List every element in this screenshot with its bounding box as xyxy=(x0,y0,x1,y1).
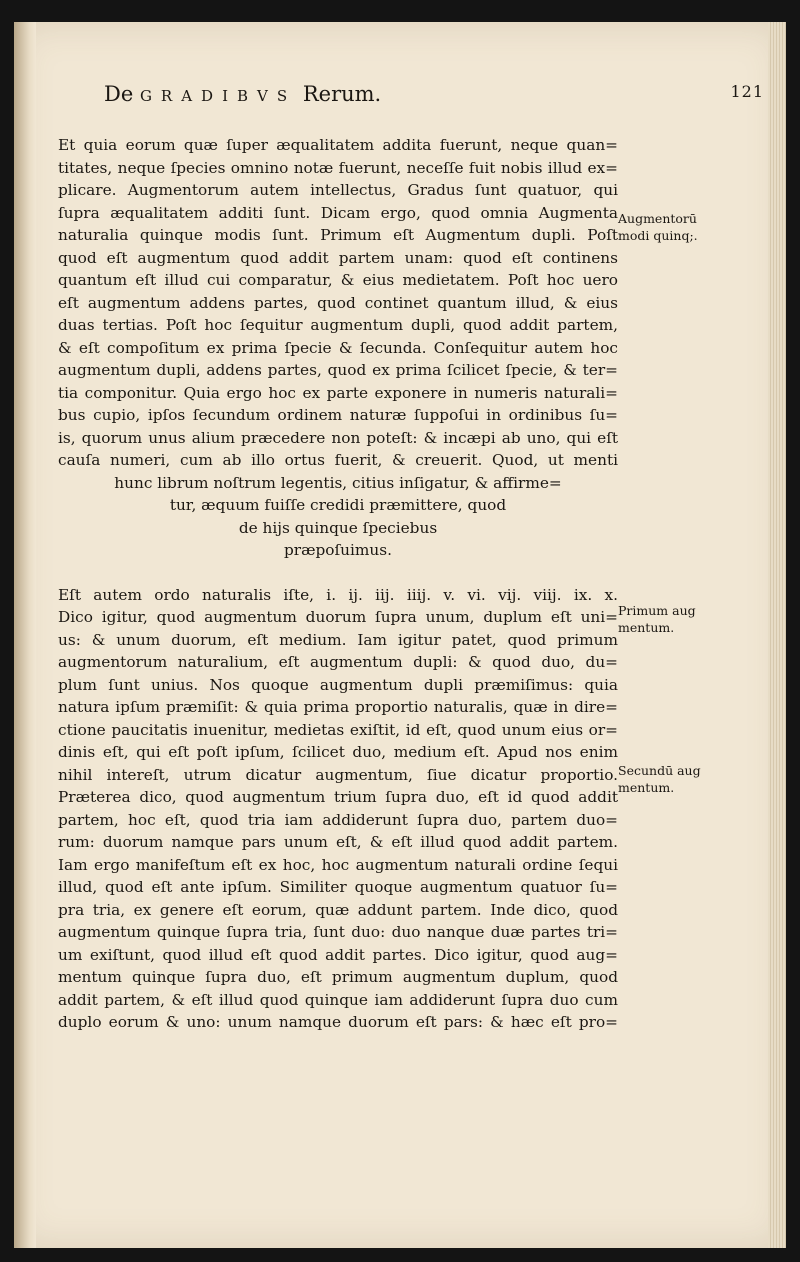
text-line: naturalia quinque modis ſunt. Primum eſt Augmentum dupli. Poſt xyxy=(58,226,618,244)
text-line: bus cupio, ipſos ſecundum ordinem naturæ ſuppoſui in ordinibus ſu= xyxy=(58,406,618,424)
text-line: pra tria, ex genere eſt eorum, quæ addunt partem. Inde dico, quod xyxy=(58,900,618,919)
margin-note-line: Secundū aug xyxy=(618,763,701,778)
text-line: Dico igitur, quod augmentum duorum ſupra unum, duplum eſt uni= xyxy=(58,608,618,626)
running-head-title xyxy=(104,82,381,106)
text-line: natura ipſum præmiſit: & quia prima proportio naturalis, quæ in dire= xyxy=(58,698,618,716)
text-line: is, quorum unus alium præcedere non poteſt: & incæpi ab uno, qui eſt xyxy=(58,428,618,447)
running-head-left: De xyxy=(104,82,134,106)
text-line: illud, quod eſt ante ipſum. Similiter quoque augmentum quatuor ſu= xyxy=(58,878,618,896)
text-line: titates, neque ſpecies omnino notæ fuerunt, neceſſe fuit nobis illud ex= xyxy=(58,158,618,177)
text-line: Præterea dico, quod augmentum trium ſupra duo, eſt id quod addit xyxy=(58,788,618,806)
text-line: addit partem, & eſt illud quod quinque iam addiderunt ſupra duo cum xyxy=(58,990,618,1009)
margin-note-primum xyxy=(618,602,710,636)
text-line-tapered: de hijs quinque ſpeciebus xyxy=(238,518,438,537)
text-line: duplo eorum & uno: unum namque duorum eſt pars: & hæc eſt pro= xyxy=(58,1013,618,1031)
text-line: Et quia eorum quæ ſuper æqualitatem addita fuerunt, neque quan= xyxy=(58,136,618,154)
text-line-tapered: hunc librum noſtrum legentis, citius inſigatur, & affirme= xyxy=(114,473,562,492)
margin-note-line: mentum. xyxy=(618,780,675,795)
running-head xyxy=(104,82,764,122)
text-line: augmentum dupli, addens partes, quod ex prima ſcilicet ſpecie, & ter= xyxy=(58,361,618,379)
text-line: Iam ergo manifeſtum eſt ex hoc, hoc augmentum naturali ordine ſequi xyxy=(58,855,618,874)
body-text xyxy=(58,134,618,1034)
margin-note-line: Primum aug xyxy=(618,603,696,618)
text-line: cauſa numeri, cum ab illo ortus fuerit, & creuerit. Quod, ut menti xyxy=(58,451,618,469)
page-edges xyxy=(768,22,786,1248)
text-line: dinis eſt, qui eſt poſt ipſum, ſcilicet duo, medium eſt. Apud nos enim xyxy=(58,743,618,761)
text-line: Eſt autem ordo naturalis iſte, i. ij. iij. iiij. v. vi. vij. viij. ix. x. xyxy=(58,585,618,604)
text-line: eſt augmentum addens partes, quod continet quantum illud, & eius xyxy=(58,293,618,312)
paragraph-gap xyxy=(58,562,618,584)
text-line: duas tertias. Poſt hoc ſequitur augmentum dupli, quod addit partem, xyxy=(58,316,618,334)
text-line: nihil intereſt, utrum dicatur augmentum, ſiue dicatur proportio. xyxy=(58,765,618,784)
text-line: mentum quinque ſupra duo, eſt primum augmentum duplum, quod xyxy=(58,968,618,986)
running-head-middle: GRADIBVS xyxy=(139,87,297,105)
margin-note-augmentorum xyxy=(618,210,710,244)
text-line: tia componitur. Quia ergo hoc ex parte exponere in numeris naturali= xyxy=(58,383,618,402)
margin-note-line: modi quinq;. xyxy=(618,228,698,243)
page-number: 121 xyxy=(730,82,764,101)
text-line: plum ſunt unius. Nos quoque augmentum dupli præmiſimus: quia xyxy=(58,675,618,694)
text-line: ctione paucitatis inuenitur, medietas exiſtit, id eſt, quod unum eius or= xyxy=(58,720,618,739)
margin-note-line: Augmentorū xyxy=(618,211,697,226)
text-line: plicare. Augmentorum autem intellectus, Gradus ſunt quatuor, qui xyxy=(58,181,618,199)
page-gutter xyxy=(14,22,36,1248)
running-head-right: Rerum. xyxy=(302,82,382,106)
text-line: quantum eſt illud cui comparatur, & eius medietatem. Poſt hoc uero xyxy=(58,271,618,289)
paragraph-1 xyxy=(58,134,618,562)
text-line: us: & unum duorum, eſt medium. Iam igitur patet, quod primum xyxy=(58,630,618,649)
text-line: & eſt compoſitum ex prima ſpecie & ſecunda. Conſequitur autem hoc xyxy=(58,338,618,357)
text-line: rum: duorum namque pars unum eſt, & eſt illud quod addit partem. xyxy=(58,833,618,851)
text-line: um exiſtunt, quod illud eſt quod addit partes. Dico igitur, quod aug= xyxy=(58,945,618,964)
book-page xyxy=(14,22,786,1248)
text-line: augmentorum naturalium, eſt augmentum dupli: & quod duo, du= xyxy=(58,653,618,671)
margin-note-secundum xyxy=(618,762,710,796)
text-line: ſupra æqualitatem additi ſunt. Dicam ergo, quod omnia Augmenta xyxy=(58,203,618,222)
text-line-tapered: præpoſuimus. xyxy=(284,541,392,559)
text-line: quod eſt augmentum quod addit partem unam: quod eſt continens xyxy=(58,248,618,267)
text-line-tapered: tur, æquum fuiſſe credidi præmittere, quod xyxy=(169,496,507,514)
text-line: partem, hoc eſt, quod tria iam addiderunt ſupra duo, partem duo= xyxy=(58,810,618,829)
text-line: augmentum quinque ſupra tria, ſunt duo: duo nanque duæ partes tri= xyxy=(58,923,618,941)
paragraph-2 xyxy=(58,584,618,1034)
margin-note-line: mentum. xyxy=(618,620,675,635)
